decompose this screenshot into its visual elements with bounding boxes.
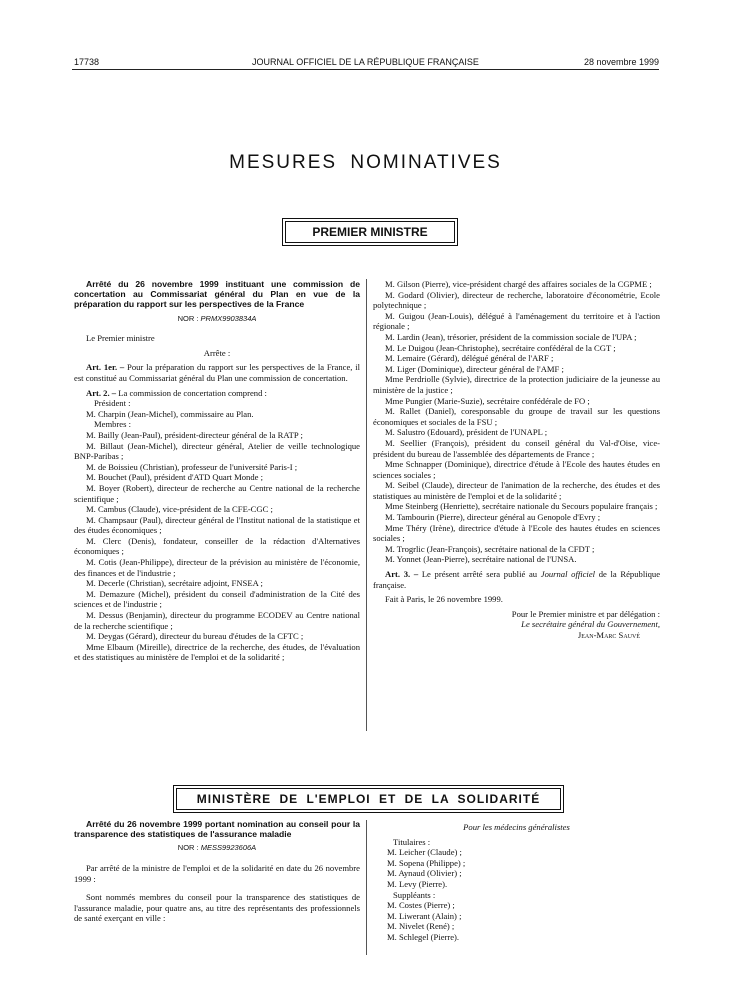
- decree1-right-column: [373, 279, 660, 641]
- member-entry: M. Bouchet (Paul), président d'ATD Quart Monde ;: [86, 472, 263, 483]
- article-label: Art. 3. –: [385, 569, 419, 580]
- article-text: Le présent arrêté sera publié au: [421, 569, 538, 580]
- member-entry: M. Billaut (Jean-Michel), directeur général, Atelier de veille technologique BNP-Paribas ;: [74, 440, 360, 462]
- member-entry: Mme Schnapper (Dominique), directrice d'étude à l'Ecole des hautes études en sciences sociales ;: [373, 459, 660, 480]
- nor-code: MESS9923606A: [200, 843, 257, 853]
- done-at: Fait à Paris, le 26 novembre 1999.: [385, 594, 503, 605]
- article-3: [373, 569, 660, 590]
- member-entry: Mme Steinberg (Henriette), secrétaire nationale du Secours populaire français ;: [385, 501, 658, 512]
- member-entry: M. Gilson (Pierre), vice-président chargé des affaires sociales de la CGPME ;: [385, 279, 652, 289]
- member-entry: M. Le Duigou (Jean-Christophe), secrétaire confédéral de la CGT ;: [385, 342, 616, 353]
- decree-title: Arrêté du 26 novembre 1999 portant nomination au conseil pour la transparence des statistiques de l'assurance maladie: [74, 819, 360, 840]
- president-heading: Président :: [94, 398, 131, 409]
- suppleant-entry: M. Nivelet (René) ;: [387, 921, 455, 932]
- ministry-label: MINISTÈRE DE L'EMPLOI ET DE LA SOLIDARITÉ: [176, 788, 561, 810]
- ministry-box-emploi: [173, 785, 564, 813]
- suppleants-heading: Suppléants :: [393, 889, 436, 900]
- section-title: MESURES NOMINATIVES: [229, 152, 502, 173]
- header-rule: [72, 69, 659, 70]
- nor-reference: [74, 314, 360, 325]
- members-heading: Membres :: [94, 419, 131, 430]
- group-heading: Pour les médecins généralistes: [463, 822, 570, 832]
- member-entry: M. Seellier (François), président du conseil général du Val-d'Oise, vice-président du bureau de l'assemblée des départements de France ;: [373, 437, 660, 459]
- nor-code: PRMX9903834A: [200, 313, 257, 323]
- member-entry: M. de Boissieu (Christian), professeur de l'université Paris-I ;: [86, 461, 298, 472]
- column-divider: [366, 279, 367, 731]
- decree-intro: Le Premier ministre: [86, 333, 155, 344]
- member-entry: M. Decerle (Christian), secrétaire adjoint, FNSEA ;: [86, 578, 263, 589]
- decree-paragraph: Sont nommés membres du conseil pour la transparence des statistiques de l'assurance maladie, pour quatre ans, au titre des représentants des professionnels de santé exerçant en ville :: [74, 892, 360, 924]
- delegation-line: Pour le Premier ministre et par délégation :: [511, 608, 660, 619]
- member-entry: M. Tambourin (Pierre), directeur général au Genopole d'Evry ;: [385, 512, 601, 523]
- article-text: La commission de concertation comprend :: [118, 387, 267, 398]
- ministry-box-premier: [282, 218, 458, 246]
- member-entry: M. Clerc (Denis), fondateur, conseiller de la rédaction d'Alternatives économiques ;: [74, 535, 360, 557]
- nor-reference: [74, 843, 360, 854]
- member-entry: M. Cotis (Jean-Philippe), directeur de la prévision au ministère de l'économie, des finances et de l'industrie ;: [74, 557, 360, 578]
- member-entry: M. Boyer (Robert), directeur de recherche au Centre national de la recherche scientifique ;: [74, 482, 360, 504]
- member-entry: M. Lardin (Jean), trésorier, président de la commission sociale de l'UPA ;: [385, 331, 637, 342]
- decree2-right-column: [373, 822, 660, 943]
- article-label: Art. 1er. –: [86, 362, 125, 373]
- journal-name: Journal officiel: [540, 569, 596, 580]
- member-entry: Mme Pungier (Marie-Suzie), secrétaire confédérale de FO ;: [385, 395, 590, 406]
- decree1-left-column: [74, 279, 360, 663]
- member-entry: M. Yonnet (Jean-Pierre), secrétaire national de l'UNSA.: [385, 554, 577, 565]
- column-divider: [366, 820, 367, 955]
- decree2-left-column: [74, 819, 360, 924]
- suppleant-entry: M. Liwerant (Alain) ;: [387, 910, 462, 921]
- member-entry: M. Trogrlic (Jean-François), secrétaire national de la CFDT ;: [385, 543, 595, 554]
- article-text: de la République française.: [373, 569, 661, 590]
- member-entry: Mme Perdriolle (Sylvie), directrice de la protection judiciaire de la jeunesse au ministère de la justice ;: [373, 374, 660, 395]
- titulaire-entry: M. Levy (Pierre).: [387, 878, 448, 889]
- member-entry: M. Cambus (Claude), vice-président de la CFE-CGC ;: [86, 504, 273, 515]
- titulaire-entry: M. Sopena (Philippe) ;: [387, 857, 466, 868]
- ministry-label: PREMIER MINISTRE: [285, 221, 455, 243]
- suppleant-entry: M. Schlegel (Pierre).: [387, 931, 460, 942]
- nor-label: NOR :: [177, 843, 199, 853]
- member-entry: Mme Elbaum (Mireille), directrice de la recherche, des études, de l'évaluation et des statistiques au ministère de l'emploi et de la solidarité ;: [74, 641, 360, 663]
- article-text: Pour la préparation du rapport sur les perspectives de la France, il est constitué au Commissariat général du Plan une commission de concertation.: [74, 362, 361, 383]
- decree-title: Arrêté du 26 novembre 1999 instituant une commission de concertation au Commissariat général du Plan en vue de la préparation du rapport sur les perspectives de la France: [74, 279, 360, 310]
- member-entry: M. Lemaire (Gérard), délégué général de l'ARF ;: [385, 353, 554, 364]
- member-entry: M. Deygas (Gérard), directeur du bureau d'études de la CFTC ;: [86, 631, 304, 642]
- member-entry: M. Demazure (Michel), président du conseil d'administration de la Cité des sciences et de l'industrie ;: [74, 588, 360, 610]
- issue-date: 28 novembre 1999: [583, 57, 659, 67]
- article-1: [74, 362, 360, 383]
- member-entry: M. Dessus (Benjamin), directeur du programme ECODEV au Centre national de la recherche scientifique ;: [74, 610, 360, 631]
- decree-paragraph: Par arrêté de la ministre de l'emploi et de la solidarité en date du 26 novembre 1999 :: [74, 863, 360, 884]
- titulaire-entry: M. Aynaud (Olivier) ;: [387, 868, 462, 879]
- signatory-name: Jean-Marc Sauvé: [577, 630, 640, 640]
- page-number: 17738: [74, 57, 100, 67]
- titulaire-entry: M. Leicher (Claude) ;: [387, 847, 462, 858]
- president-entry: M. Charpin (Jean-Michel), commissaire au Plan.: [86, 408, 254, 419]
- member-entry: M. Rallet (Daniel), coresponsable du groupe de travail sur les questions économiques et sociales de la FSU ;: [373, 406, 660, 427]
- article-2: [74, 388, 360, 399]
- signatory-role: Le secrétaire général du Gouvernement,: [521, 619, 660, 630]
- nor-label: NOR :: [177, 313, 199, 323]
- member-entry: M. Seibel (Claude), directeur de l'animation de la recherche, des études et des statistiques au ministère de l'emploi et de la solidarité ;: [373, 480, 660, 501]
- suppleant-entry: M. Costes (Pierre) ;: [387, 900, 455, 911]
- titulaires-heading: Titulaires :: [393, 836, 431, 847]
- article-label: Art. 2. –: [86, 387, 117, 398]
- member-entry: M. Godard (Olivier), directeur de recherche, laboratoire d'économétrie, Ecole polytechnique ;: [373, 289, 660, 311]
- member-entry: M. Champsaur (Paul), directeur général de l'Institut national de la statistique et des études économiques ;: [74, 514, 360, 536]
- member-entry: M. Bailly (Jean-Paul), président-directeur général de la RATP ;: [86, 429, 303, 440]
- member-entry: M. Liger (Dominique), directeur général de l'AMF ;: [385, 363, 564, 374]
- member-entry: M. Salustro (Edouard), président de l'UNAPL ;: [385, 427, 548, 438]
- arrete-word: Arrête :: [203, 347, 231, 358]
- member-entry: M. Guigou (Jean-Louis), délégué à l'aménagement du territoire et à l'action régionale ;: [373, 310, 660, 332]
- member-entry: Mme Théry (Irène), directrice d'étude à l'Ecole des hautes études en sciences sociales ;: [373, 522, 660, 544]
- journal-title: JOURNAL OFFICIEL DE LA RÉPUBLIQUE FRANÇAISE: [252, 57, 479, 67]
